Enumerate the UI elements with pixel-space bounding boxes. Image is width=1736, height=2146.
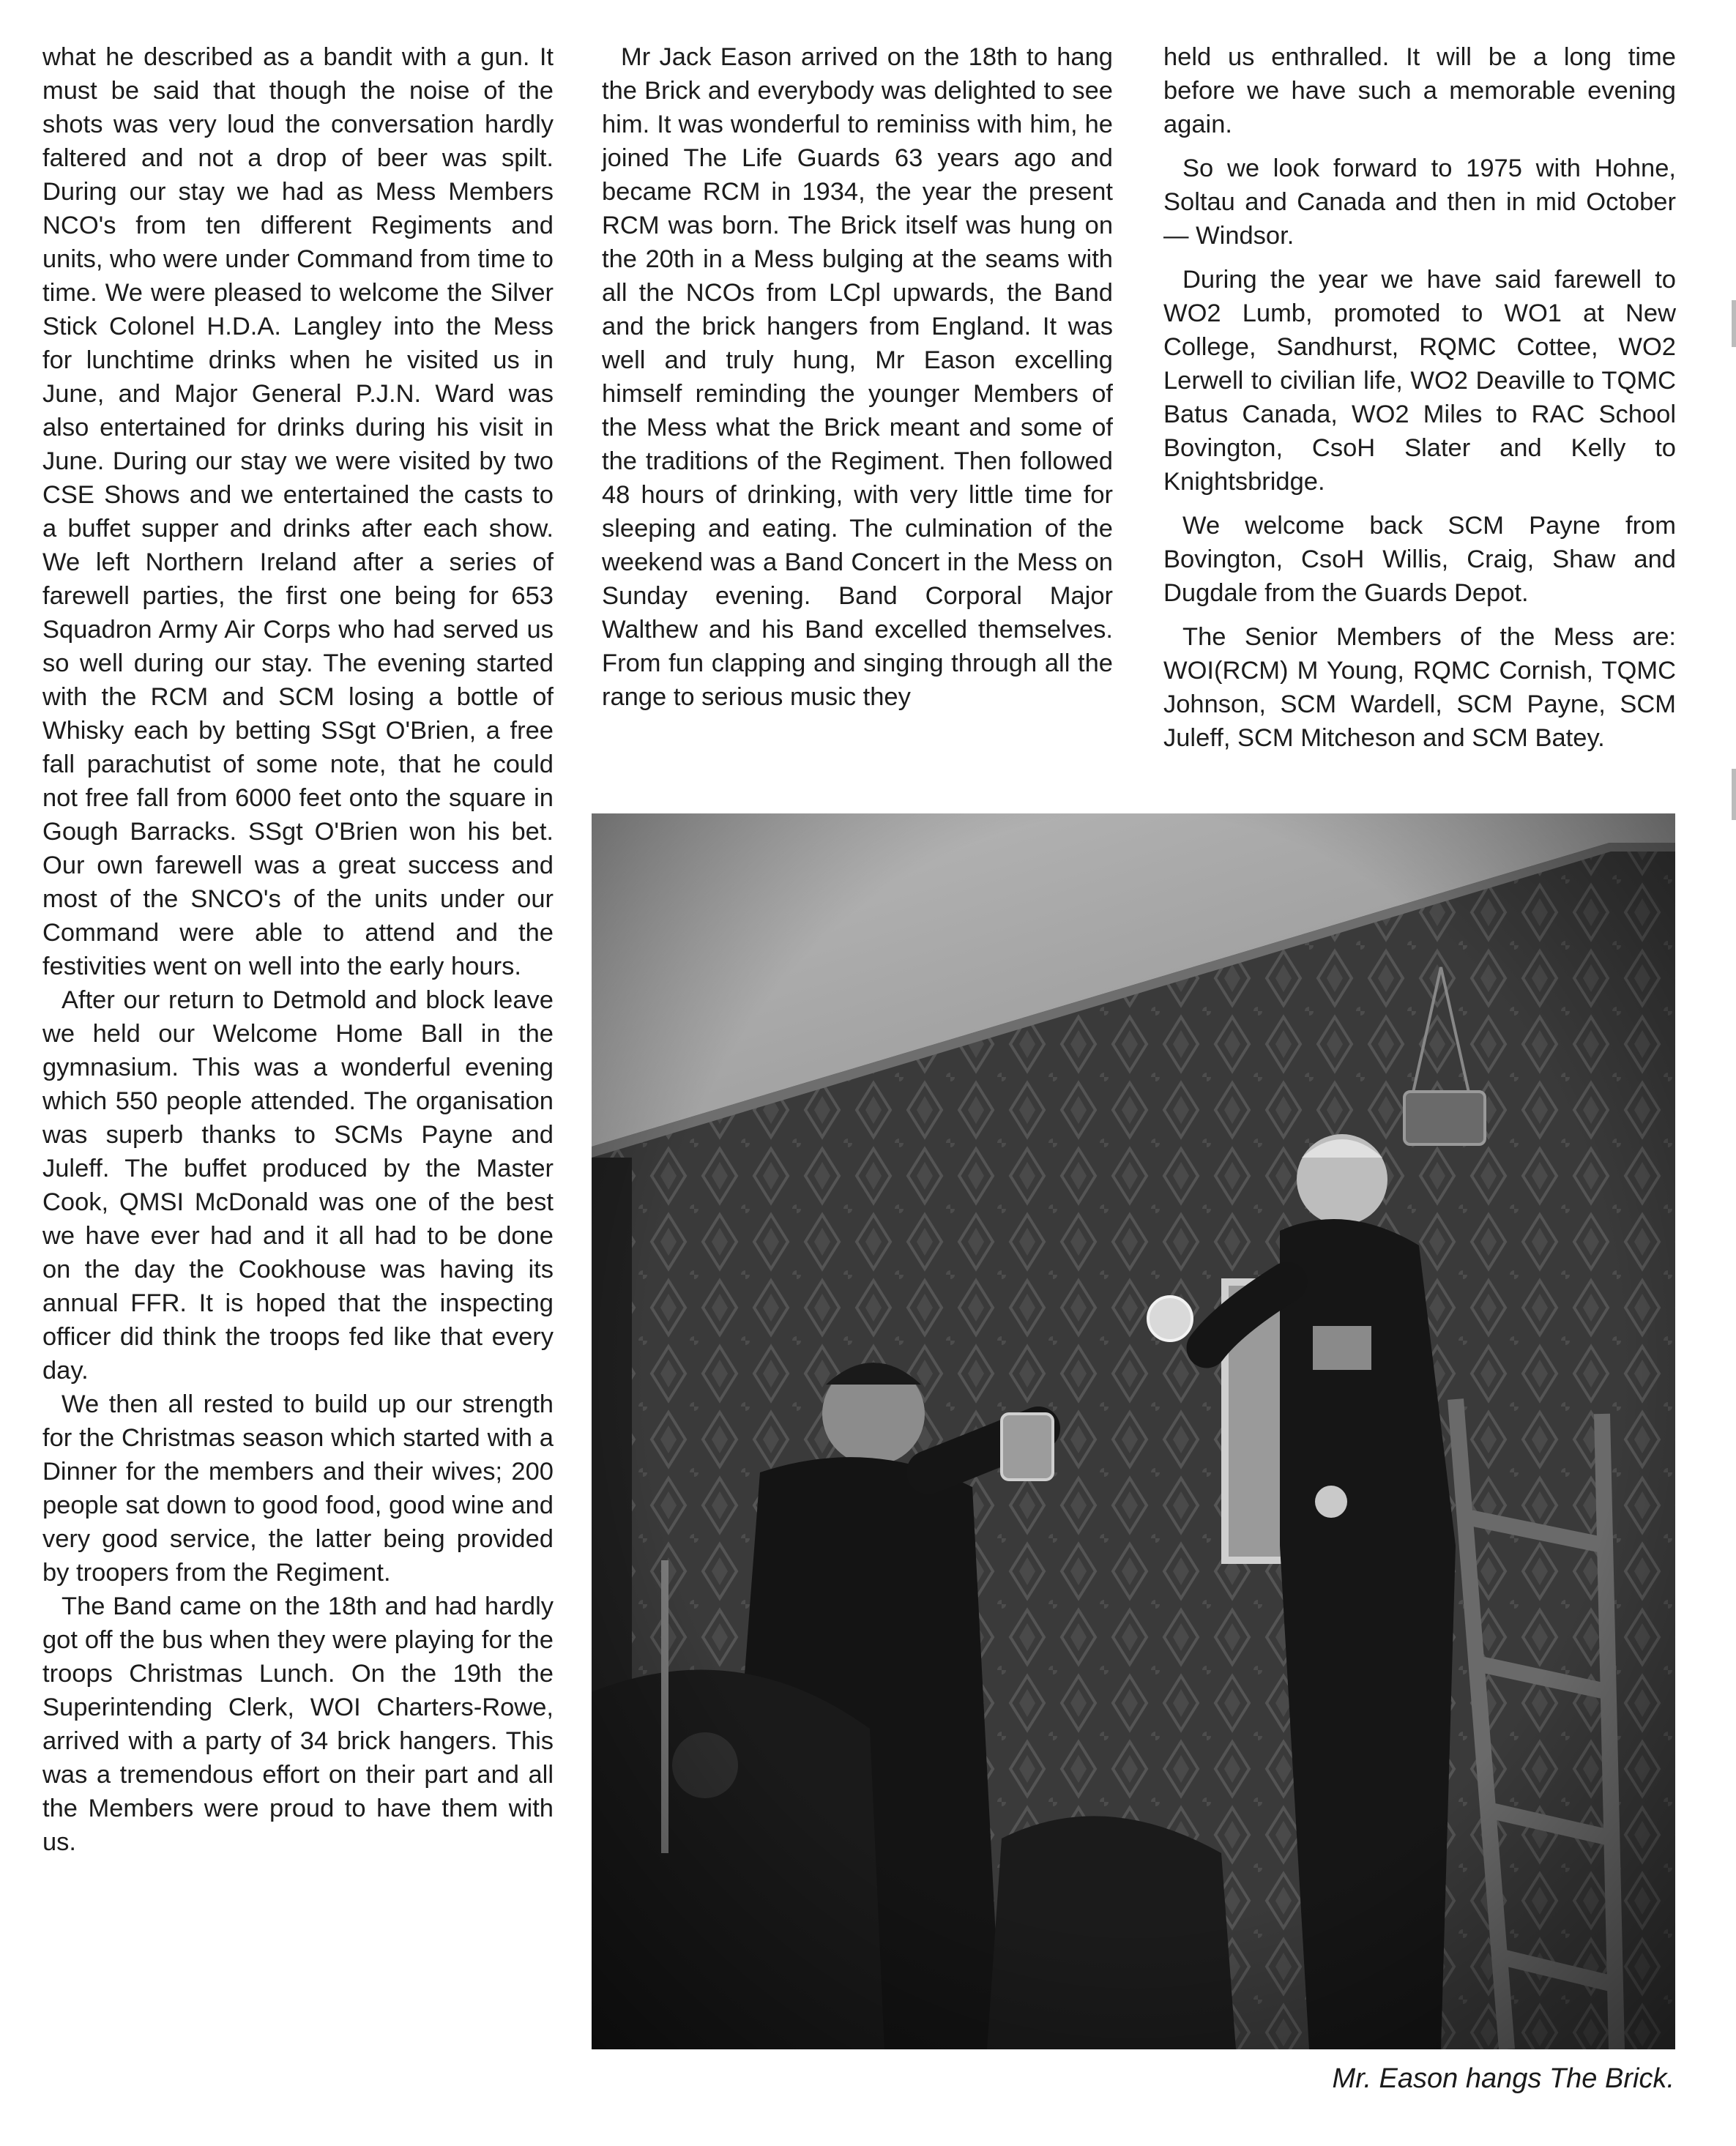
text-column-2 <box>602 40 1113 714</box>
photo-caption: Mr. Eason hangs The Brick. <box>1332 2063 1674 2094</box>
paragraph: During the year we have said farewell to WO2 Lumb, promoted to WO1 at New College, Sandhurst, RQMC Cottee, WO2 Lerwell to civilian life, WO2 Deaville to TQMC Batus Canada, WO2 Miles to RAC School Bovington, CsoH Slater and Kelly to Knightsbridge. <box>1163 266 1676 496</box>
paragraph: held us enthralled. It will be a long time before we have such a memorable evening again. <box>1163 43 1676 138</box>
paragraph: The Senior Members of the Mess are: WOI(RCM) M Young, RQMC Cornish, TQMC Johnson, SCM Wardell, SCM Payne, SCM Juleff, SCM Mitcheson and SCM Batey. <box>1163 623 1676 752</box>
scan-edge-mark <box>1732 300 1736 347</box>
paragraph: After our return to Detmold and block leave we held our Welcome Home Ball in the gymnasium. This was a wonderful evening which 550 people attended. The organisation was superb thanks to SCMs Payne and Juleff. The buffet produced by the Master Cook, QMSI McDonald was one of the best we have ever had and it all had to be done on the day the Cookhouse was having its annual FFR. It is hoped that the inspecting officer did think the troops fed like that every day. <box>42 986 554 1385</box>
photograph <box>592 813 1675 2049</box>
paragraph: what he described as a bandit with a gun. It must be said that though the noise of the shots was very loud the conversation hardly faltered and not a drop of beer was spilt. During our stay we had as Mess Members NCO's from ten different Regiments and units, who were under Command from time to time. We were pleased to welcome the Silver Stick Colonel H.D.A. Langley into the Mess for lunchtime drinks when he visited us in June, and Major General P.J.N. Ward was also entertained for drinks during his visit in June. During our stay we were visited by two CSE Shows and we entertained the casts to a buffet supper and drinks after each show. We left Northern Ireland after a series of farewell parties, the first one being for 653 Squadron Army Air Corps who had served us so well during our stay. The evening started with the RCM and SCM losing a bottle of Whisky each by betting SSgt O'Brien, a free fall parachutist of some note, that he could not free fall from 6000 feet onto the square in Gough Barracks. SSgt O'Brien won his bet. Our own farewell was a great success and most of the SNCO's of the units under our Command were able to attend and the festivities went on well into the early hours. <box>42 43 554 980</box>
text-column-1 <box>42 40 554 1859</box>
paragraph: The Band came on the 18th and had hardly got off the bus when they were playing for the troops Christmas Lunch. On the 19th the Superintending Clerk, WOI Charters-Rowe, arrived with a party of 34 brick hangers. This was a tremendous effort on their part and all the Members were proud to have them with us. <box>42 1592 554 1856</box>
scan-edge-mark <box>1732 769 1736 820</box>
paragraph: We then all rested to build up our strength for the Christmas season which started with a Dinner for the members and their wives; 200 people sat down to good food, good wine and very good service, the latter being provided by troopers from the Regiment. <box>42 1390 554 1587</box>
text-column-3 <box>1163 40 1676 755</box>
paragraph: We welcome back SCM Payne from Bovington, CsoH Willis, Craig, Shaw and Dugdale from the Guards Depot. <box>1163 512 1676 607</box>
paragraph: So we look forward to 1975 with Hohne, Soltau and Canada and then in mid October — Windsor. <box>1163 154 1676 250</box>
paragraph: Mr Jack Eason arrived on the 18th to hang the Brick and everybody was delighted to see him. It was wonderful to reminiss with him, he joined The Life Guards 63 years ago and became RCM in 1934, the year the present RCM was born. The Brick itself was hung on the 20th in a Mess bulging at the seams with all the NCOs from LCpl upwards, the Band and the brick hangers from England. It was well and truly hung, Mr Eason excelling himself reminding the younger Members of the Mess what the Brick meant and some of the traditions of the Regiment. Then followed 48 hours of drinking, with very little time for sleeping and eating. The culmination of the weekend was a Band Concert in the Mess on Sunday evening. Band Corporal Major Walthew and his Band excelled themselves. From fun clapping and singing through all the range to serious music they <box>602 43 1113 711</box>
